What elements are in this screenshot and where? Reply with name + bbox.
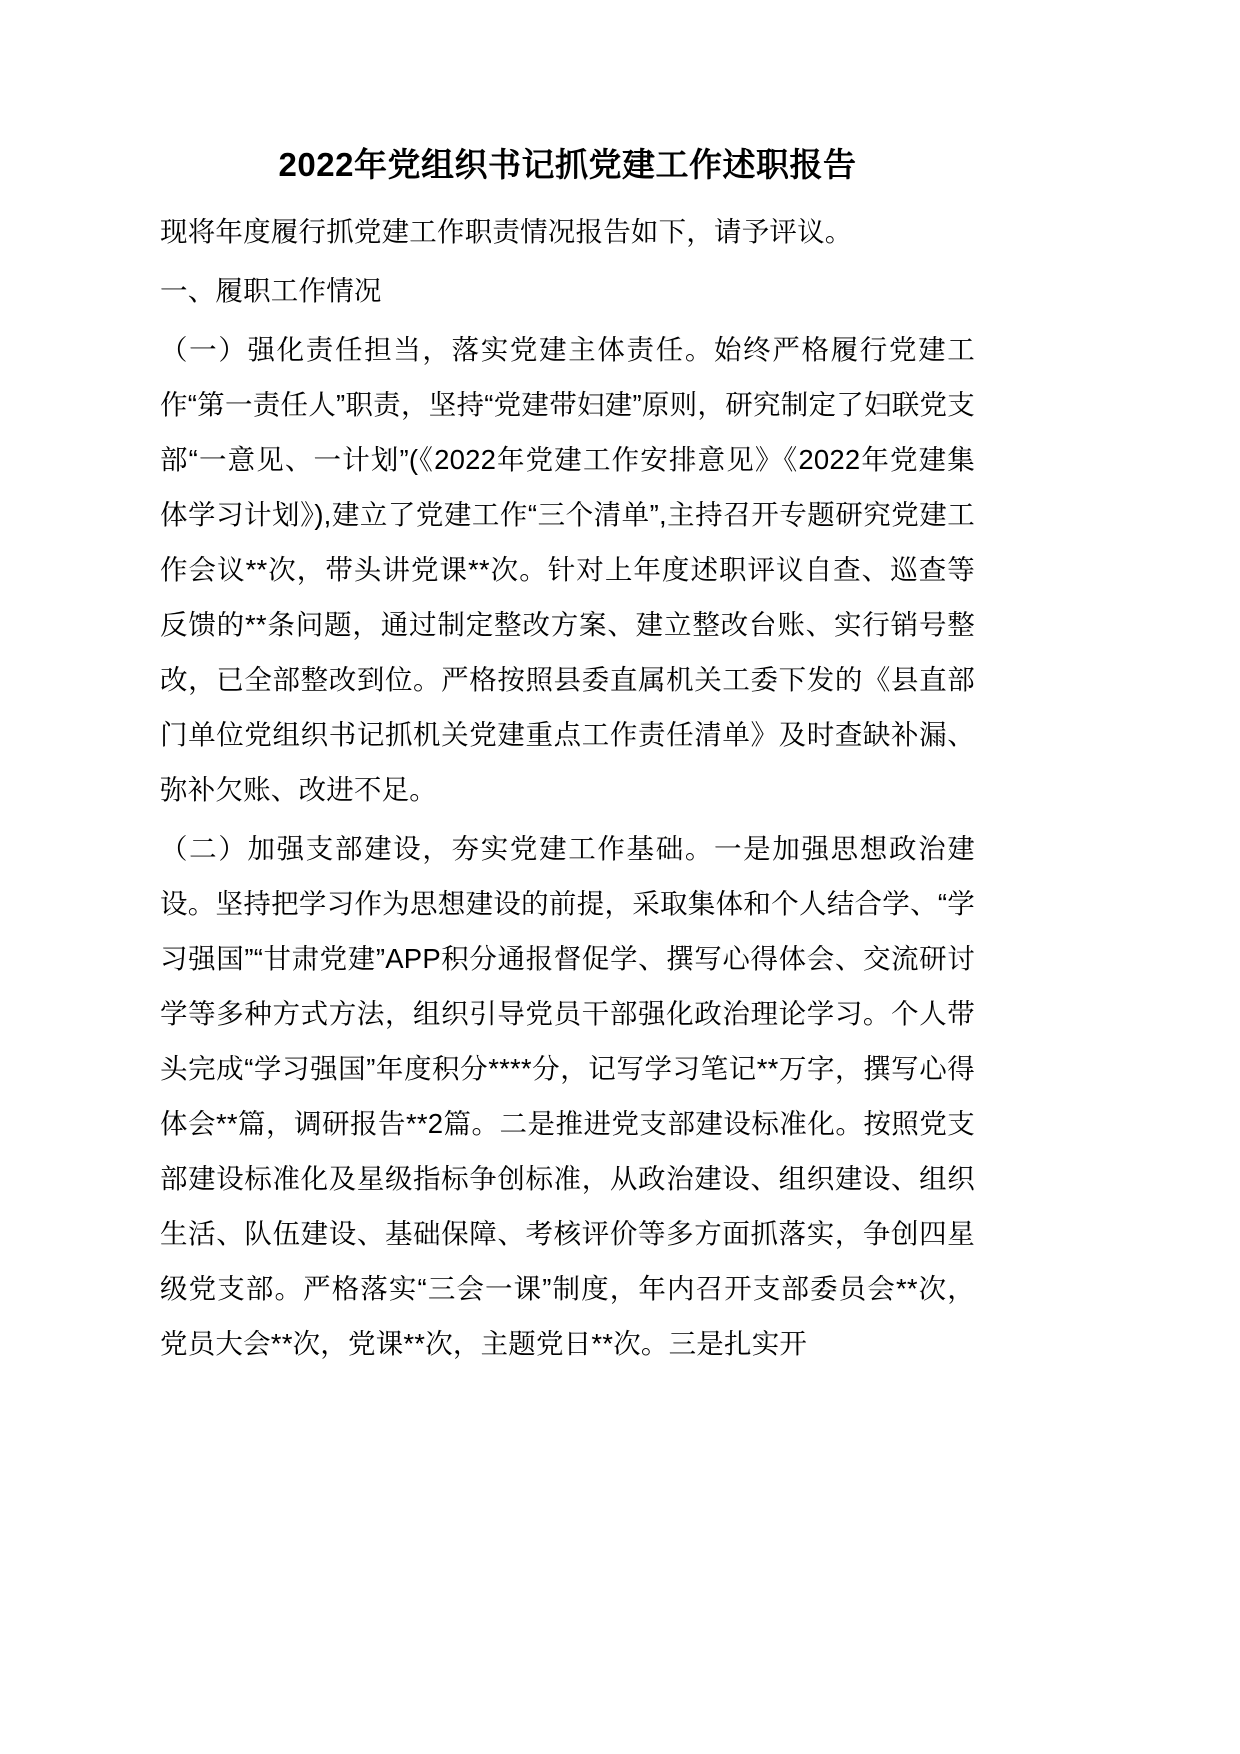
page-title: 2022年党组织书记抓党建工作述职报告	[278, 146, 857, 183]
section-heading-1: 一、履职工作情况	[160, 274, 382, 306]
paragraph-2: （二）加强支部建设，夯实党建工作基础。一是加强思想政治建设。坚持把学习作为思想建设的前提，采取集体和个人结合学、“学习强国”“甘肃党建”APP积分通报督促学、撰写心得体会、交流研讨学等多种方式方法，组织引导党员干部强化政治理论学习。个人带头完成“学习强国”年度积分****分，记写学习笔记**万字，撰写心得体会**篇，调研报告**2篇。二是推进党支部建设标准化。按照党支部建设标准化及星级指标争创标准，从政治建设、组织建设、组织生活、队伍建设、基础保障、考核评价等多方面抓落实，争创四星级党支部。严格落实“三会一课”制度，年内召开支部委员会**次，党员大会**次，党课**次，主题党日**次。三是扎实开	[160, 832, 975, 1359]
intro-paragraph: 现将年度履行抓党建工作职责情况报告如下，请予评议。	[160, 215, 853, 247]
paragraph-1: （一）强化责任担当，落实党建主体责任。始终严格履行党建工作“第一责任人”职责，坚持“党建带妇建”原则，研究制定了妇联党支部“一意见、一计划”(《2022年党建工作安排意见》《2022年党建集体学习计划》),建立了党建工作“三个清单”,主持召开专题研究党建工作会议**次，带头讲党课**次。针对上年度述职评议自查、巡查等反馈的**条问题，通过制定整改方案、建立整改台账、实行销号整改，已全部整改到位。严格按照县委直属机关工委下发的《县直部门单位党组织书记抓机关党建重点工作责任清单》及时查缺补漏、弥补欠账、改进不足。	[160, 333, 975, 805]
